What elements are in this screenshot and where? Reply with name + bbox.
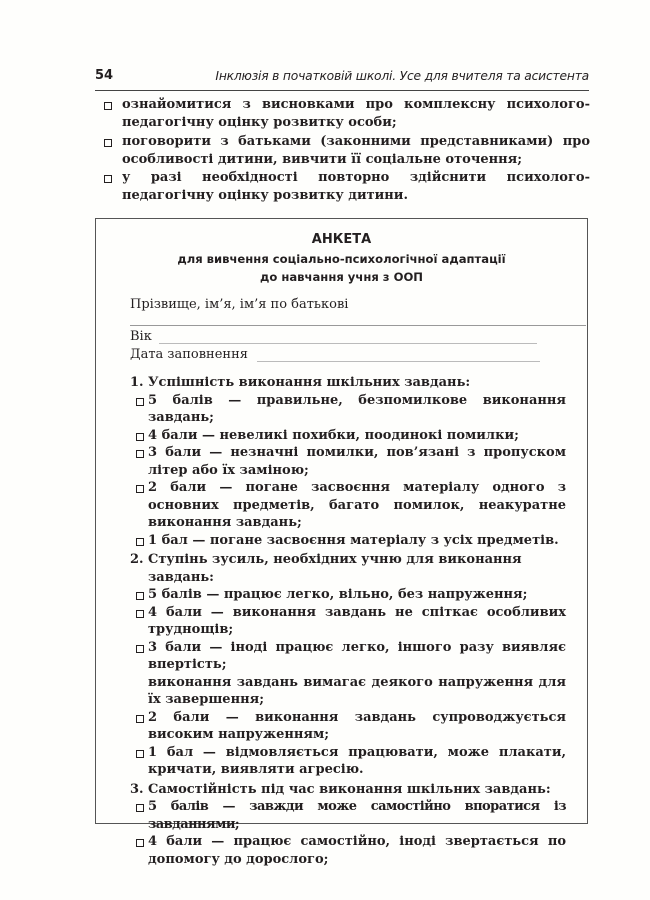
checkbox-icon[interactable] — [136, 485, 144, 493]
intro-bullet — [104, 96, 590, 133]
questionnaire-box — [95, 218, 588, 867]
option-text: 1 бал — погане засвоєння матеріалу з усіх предметів. — [148, 532, 559, 548]
page-header — [95, 66, 589, 91]
option-text: 3 бали — іноді працює легко, іншого разу виявляє впертість; — [148, 639, 566, 672]
intro-bullet — [104, 133, 590, 170]
section-number: 3. — [130, 781, 144, 797]
option-continuation: виконання завдань вимагає деякого напруження для їх завершення; — [148, 674, 566, 707]
option-text: 2 бали — виконання завдань супроводжується високим напруженням; — [148, 709, 566, 742]
option-list — [130, 392, 566, 550]
checkbox-icon[interactable] — [136, 645, 144, 653]
option-text: 5 балів — завжди може самостійно впоратися із завданнями; — [148, 799, 566, 832]
checkbox-icon[interactable] — [136, 433, 144, 441]
option-list — [130, 586, 566, 779]
checkbox-icon[interactable] — [136, 398, 144, 406]
questionnaire-title: АНКЕТА — [311, 232, 372, 247]
full-name-label: Прізвище, ім’я, ім’я по батькові — [130, 297, 349, 312]
checkbox-icon[interactable] — [136, 750, 144, 758]
questionnaire-sections — [130, 374, 566, 870]
section-number: 1. — [130, 375, 144, 390]
square-bullet-icon — [104, 139, 112, 147]
intro-bullet-text: ознайомитися з висновками про комплексну психолого-педагогічну оцінку розвитку особи; — [122, 97, 590, 131]
intro-bullet — [104, 169, 590, 206]
section-2 — [130, 551, 566, 779]
checkbox-icon[interactable] — [136, 839, 144, 847]
checkbox-icon[interactable] — [136, 804, 144, 812]
checkbox-icon[interactable] — [136, 538, 144, 546]
age-blank-line[interactable] — [159, 343, 537, 344]
section-heading — [130, 551, 566, 586]
checkbox-icon[interactable] — [136, 450, 144, 458]
checkbox-icon[interactable] — [136, 715, 144, 723]
checkbox-icon[interactable] — [136, 610, 144, 618]
option-item — [130, 639, 566, 674]
running-title: Інклюзія в початковій школі. Усе для вчителя та асистента — [215, 69, 589, 83]
section-heading-text: Успішність виконання шкільних завдань: — [148, 375, 471, 390]
intro-bullet-list — [104, 96, 590, 206]
section-3 — [130, 781, 566, 869]
questionnaire-subtitle — [96, 250, 587, 286]
section-heading-text: Самостійність під час виконання шкільних завдань: — [148, 781, 551, 797]
option-item — [130, 532, 566, 550]
square-bullet-icon — [104, 175, 112, 183]
option-item — [130, 479, 566, 532]
option-item — [130, 798, 566, 833]
option-item — [130, 744, 566, 779]
option-text: 3 бали — незначні помилки, пов’язані з пропуском літер або їх заміною; — [148, 445, 566, 478]
checkbox-icon[interactable] — [136, 592, 144, 600]
option-text: 4 бали — невеликі похибки, поодинокі помилки; — [148, 427, 519, 443]
square-bullet-icon — [104, 102, 112, 110]
age-label: Вік — [130, 329, 152, 344]
section-1 — [130, 374, 566, 549]
date-label: Дата заповнення — [130, 347, 248, 362]
full-name-blank-line[interactable] — [130, 325, 586, 326]
intro-bullet-text: поговорити з батьками (законними представниками) про особливості дитини, вивчити її соціальне оточення; — [122, 133, 590, 167]
option-list — [130, 798, 566, 868]
option-item — [130, 427, 566, 445]
section-heading — [130, 781, 566, 799]
subtitle-line: для вивчення соціально-психологічної адаптації — [177, 252, 506, 266]
option-item — [130, 709, 566, 744]
option-text: 1 бал — відмовляється працювати, може плакати, кричати, виявляти агресію. — [148, 744, 566, 777]
option-text: 4 бали — виконання завдань не спіткає особливих труднощів; — [148, 604, 566, 637]
option-text: 5 балів — правильне, безпомилкове виконання завдань; — [148, 392, 566, 425]
section-heading — [130, 374, 566, 392]
option-item — [130, 604, 566, 639]
option-item — [130, 392, 566, 427]
section-heading-text: Ступінь зусиль, необхідних учню для виконання завдань: — [148, 552, 522, 585]
date-blank-line[interactable] — [257, 361, 540, 362]
option-item — [130, 833, 566, 868]
page-number: 54 — [95, 68, 114, 83]
subtitle-line: до навчання учня з ООП — [259, 270, 423, 284]
section-number: 2. — [130, 552, 144, 567]
option-text: 4 бали — працює самостійно, іноді звертається по допомогу до дорослого; — [148, 834, 566, 867]
option-item — [130, 444, 566, 479]
intro-bullet-text: у разі необхідності повторно здійснити психолого-педагогічну оцінку розвитку дитини. — [122, 170, 590, 204]
option-text: 2 бали — погане засвоєння матеріалу одного з основних предметів, багато помилок, неакуратне виконання завдань; — [148, 480, 566, 530]
option-text: 5 балів — працює легко, вільно, без напруження; — [148, 587, 528, 602]
option-item — [130, 586, 566, 604]
